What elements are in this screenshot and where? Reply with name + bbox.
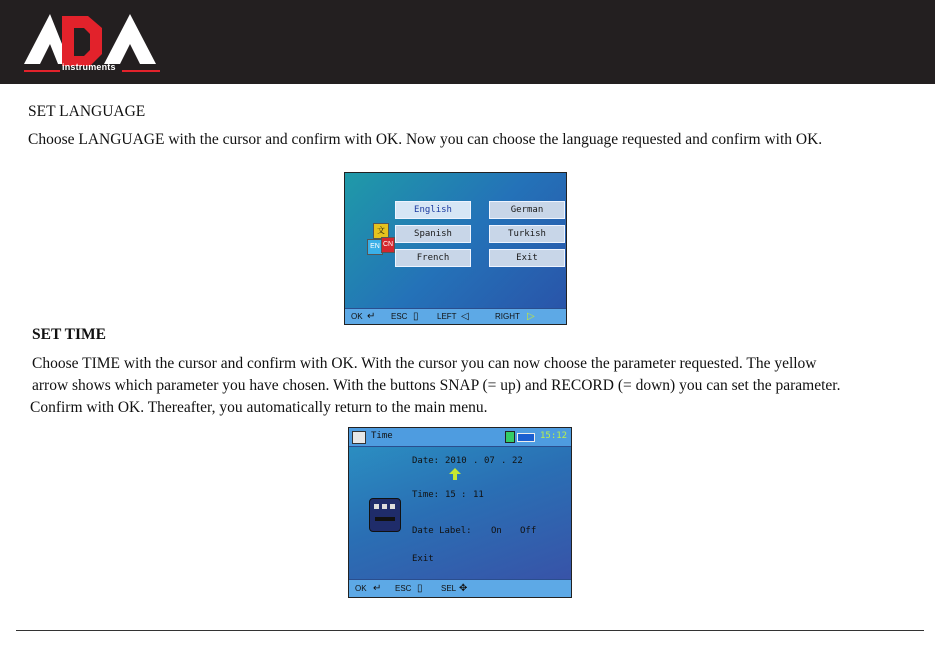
date-label: Date: xyxy=(412,456,440,466)
footer-divider xyxy=(16,630,924,631)
section-title-language: SET LANGUAGE xyxy=(28,103,146,120)
date-label-off[interactable]: Off xyxy=(520,526,537,536)
right-arrow-icon: ▷ xyxy=(527,311,535,322)
time-label: Time: xyxy=(412,490,440,500)
time-softkey-bar xyxy=(349,579,571,597)
sel-label: SEL xyxy=(441,584,457,593)
clock-readout: 15:12 xyxy=(540,431,568,441)
calendar-clock-icon xyxy=(369,498,401,532)
time-minute[interactable]: 11 xyxy=(473,490,484,500)
lang-button-turkish[interactable]: Turkish xyxy=(489,225,565,243)
section-body-time-line-3: Confirm with OK. Thereafter, you automatically return to the main menu. xyxy=(30,399,488,416)
time-exit-item[interactable]: Exit xyxy=(412,554,434,564)
language-icon: 文 EN CN xyxy=(367,223,397,257)
enter-icon: ↵ xyxy=(367,311,376,322)
lang-button-spanish[interactable]: Spanish xyxy=(395,225,471,243)
time-screen-titlebar xyxy=(349,428,571,447)
left-label: LEFT xyxy=(437,312,457,321)
right-label: RIGHT xyxy=(495,312,520,321)
time-screen: Time 15:12 Date: 2010 . 07 . 22 Time: 15 : 11 Date Label: On Off Exit OK ↵ ESC ▯ SEL ✥ xyxy=(348,427,572,598)
time-screen-title: Time xyxy=(371,431,393,441)
language-screen xyxy=(344,172,567,325)
door-icon: ▯ xyxy=(413,311,419,322)
enter-icon: ↵ xyxy=(373,583,382,594)
language-softkey-bar xyxy=(345,308,566,324)
section-body-time-line-1: Choose TIME with the cursor and confirm with OK. With the cursor you can now choose the parameter requested. The yellow xyxy=(32,355,817,372)
date-day[interactable]: 22 xyxy=(512,456,523,466)
left-arrow-icon: ◁ xyxy=(461,311,469,322)
section-body-time-line-2: arrow shows which parameter you have chosen. With the buttons SNAP (= up) and RECORD (= down) you can set the parameter. xyxy=(32,377,841,394)
page-header xyxy=(0,0,935,84)
up-arrow-icon xyxy=(449,468,461,480)
ok-label: OK xyxy=(355,584,367,593)
date-label-on[interactable]: On xyxy=(491,526,502,536)
ok-label: OK xyxy=(351,312,363,321)
sd-card-icon xyxy=(505,431,515,443)
lang-button-french[interactable]: French xyxy=(395,249,471,267)
time-app-icon xyxy=(352,431,366,444)
esc-label: ESC xyxy=(395,584,412,593)
section-body-language: Choose LANGUAGE with the cursor and confirm with OK. Now you can choose the language requested and confirm with OK. xyxy=(28,131,823,148)
battery-icon xyxy=(517,433,535,442)
date-year[interactable]: 2010 xyxy=(445,456,467,466)
time-hour[interactable]: 15 xyxy=(445,490,456,500)
section-title-time: SET TIME xyxy=(32,326,106,343)
esc-label: ESC xyxy=(391,312,408,321)
date-month[interactable]: 07 xyxy=(484,456,495,466)
select-cross-icon: ✥ xyxy=(459,583,468,594)
lang-button-english[interactable]: English xyxy=(395,201,471,219)
date-label-setting: Date Label: xyxy=(412,526,472,536)
lang-button-german[interactable]: German xyxy=(489,201,565,219)
lang-button-exit[interactable]: Exit xyxy=(489,249,565,267)
logo-subtitle: instruments xyxy=(62,62,116,72)
door-icon: ▯ xyxy=(417,583,423,594)
